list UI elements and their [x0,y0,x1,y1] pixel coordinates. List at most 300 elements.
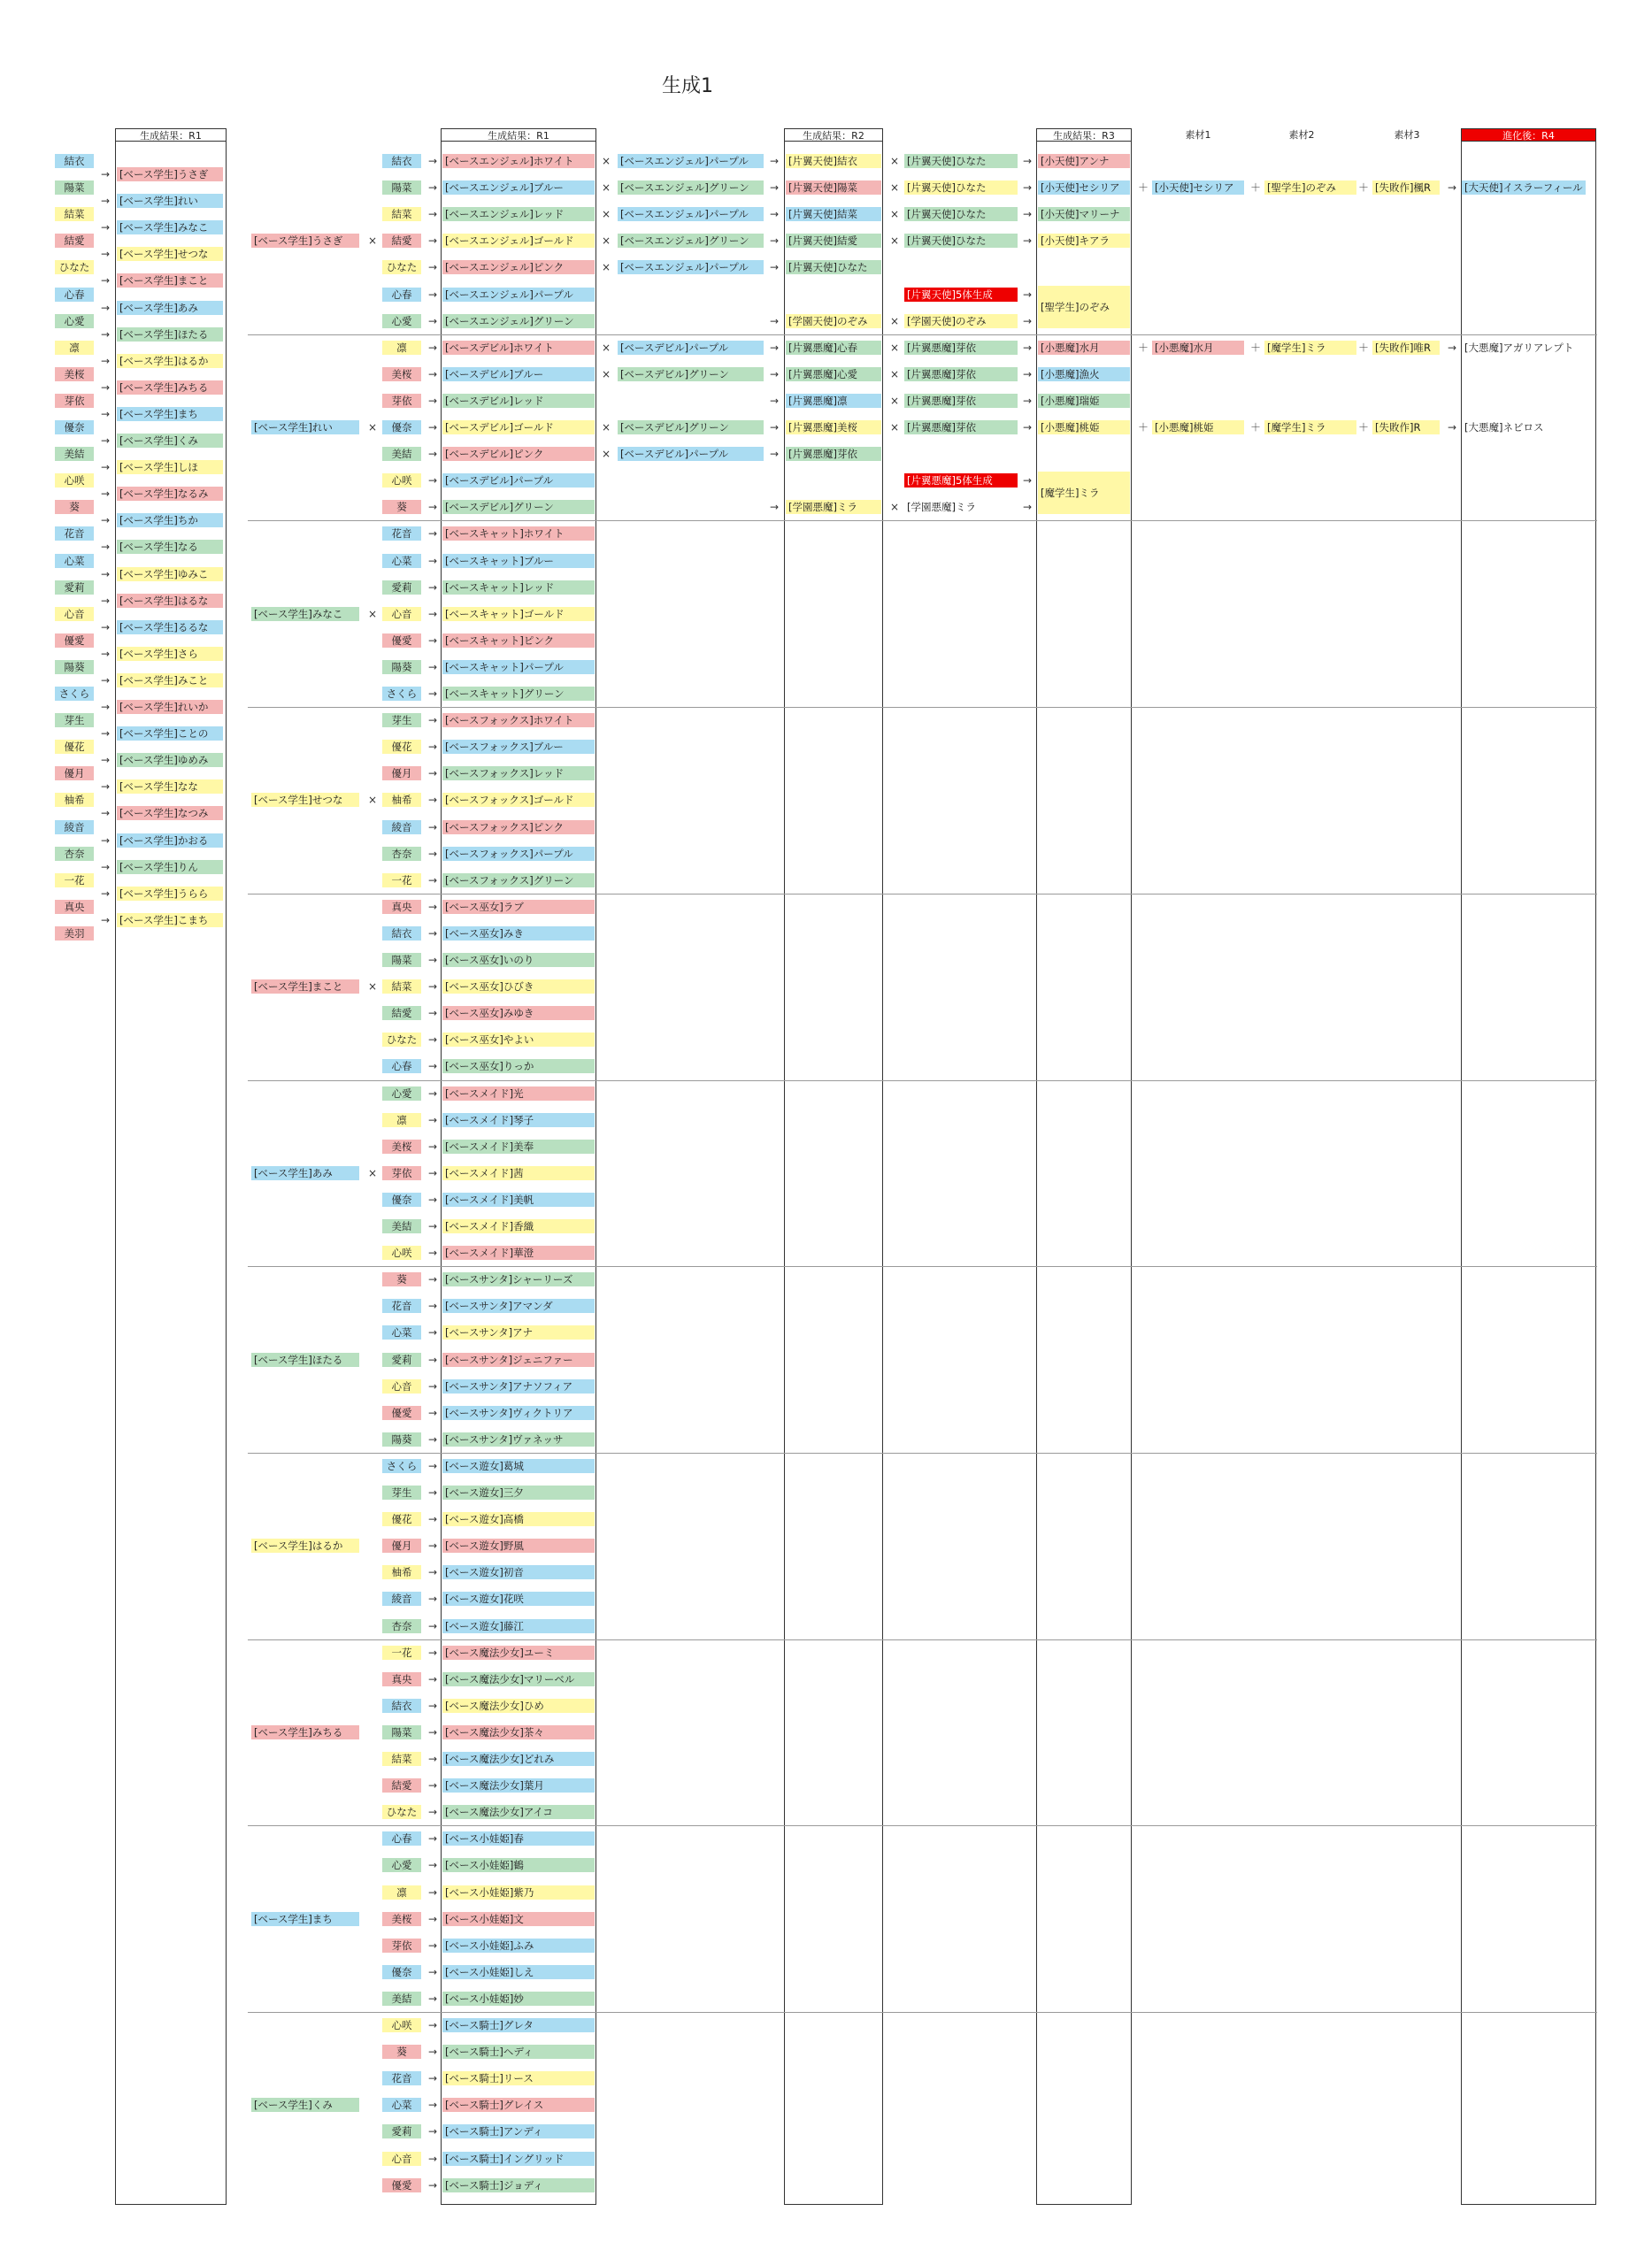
group-base-student: [ベース学生]れい [251,420,359,434]
left-list-name: 芽生 [55,713,94,727]
arrow-icon: → [427,714,438,727]
times-icon: × [601,421,611,434]
arrow-icon: → [427,2072,438,2085]
group-base-student: [ベース学生]まこと [251,979,359,994]
arrow-icon: → [769,501,780,514]
result-r2: [学園天使]のぞみ [786,314,881,328]
arrow-icon: → [100,594,111,607]
fusion-partner-r2: [学園天使]のぞみ [904,314,1018,328]
group-row-name: 愛莉 [382,2124,421,2138]
result-r1: [ベースメイド]美奉 [442,1140,595,1154]
result-column-r3 [1036,128,1132,2205]
result-r1: [ベースメイド]美帆 [442,1193,595,1207]
result-r1: [ベース魔法少女]ユーミ [442,1646,595,1660]
left-list-name: 心春 [55,288,94,302]
arrow-icon: → [427,1832,438,1846]
result-r1: [ベースサンタ]アマンダ [442,1299,595,1313]
arrow-icon: → [427,208,438,221]
group-row-name: 芽依 [382,394,421,408]
group-separator [248,707,1597,708]
left-list-name: 心音 [55,607,94,621]
arrow-icon: → [427,155,438,167]
group-row-name: 柚希 [382,1565,421,1579]
arrow-icon: → [100,887,111,900]
result-r1: [ベース騎士]イングリッド [442,2152,595,2166]
result-r2: [学園悪魔]ミラ [786,500,881,514]
arrow-icon: → [427,421,438,434]
arrow-icon: → [427,1140,438,1153]
arrow-icon: → [100,567,111,580]
arrow-icon: → [100,541,111,554]
arrow-icon: → [427,820,438,833]
arrow-icon: → [427,873,438,887]
result-r1: [ベースフォックス]グリーン [442,873,595,887]
arrow-icon: → [769,367,780,380]
arrow-icon: → [100,833,111,847]
arrow-icon: → [100,780,111,794]
material-1: [小悪魔]桃姫 [1152,420,1244,434]
group-row-name: 芽生 [382,713,421,727]
result-r1: [ベース小娃姫]ふみ [442,1939,595,1953]
times-icon: × [889,367,900,380]
left-list-result: [ベース学生]さら [117,647,223,661]
arrow-icon: → [1447,181,1457,195]
left-list-name: 杏奈 [55,847,94,861]
arrow-icon: → [427,580,438,594]
result-r1: [ベース遊女]花咲 [442,1592,595,1606]
arrow-icon: → [100,620,111,633]
group-row-name: ひなた [382,1805,421,1819]
group-separator [248,1080,1597,1081]
times-icon: × [601,155,611,167]
arrow-icon: → [427,2046,438,2059]
plus-icon: ＋ [1249,181,1261,195]
group-row-name: 美結 [382,1219,421,1233]
result-r1: [ベース遊女]野風 [442,1539,595,1553]
fusion-partner-r2: [片翼悪魔]芽依 [904,394,1018,408]
result-column-r1-left-header: 生成結果：R1 [115,128,227,142]
group-row-name: 結愛 [382,1006,421,1020]
result-r2: [片翼天使]結愛 [786,234,881,248]
group-row-name: 結衣 [382,1699,421,1713]
group-base-student: [ベース学生]みちる [251,1725,359,1739]
fusion-partner-r2: [学園悪魔]ミラ [907,501,976,514]
result-column-r2 [784,128,883,2205]
group-row-name: 心愛 [382,1086,421,1101]
group-separator [248,1453,1597,1454]
result-r1: [ベース遊女]三夕 [442,1486,595,1500]
times-icon: × [367,234,378,248]
group-row-name: 心咲 [382,473,421,488]
result-r2: [片翼天使]陽菜 [786,180,881,195]
result-r1: [ベース魔法少女]茶々 [442,1725,595,1739]
arrow-icon: → [769,448,780,461]
result-r1: [ベースデビル]ピンク [442,447,595,461]
group-base-student: [ベース学生]くみ [251,2098,359,2112]
fusion-partner: [ベースエンジェル]グリーン [618,180,764,195]
arrow-icon: → [427,1379,438,1393]
arrow-icon: → [427,314,438,327]
arrow-icon: → [100,647,111,660]
result-r1: [ベース騎士]グレイス [442,2098,595,2112]
group-row-name: 杏奈 [382,1619,421,1633]
result-r2: [片翼悪魔]美桜 [786,420,881,434]
arrow-icon: → [427,2019,438,2031]
left-list-name: 綾音 [55,820,94,834]
generate-5-alert: [片翼天使]5体生成 [904,288,1018,302]
arrow-icon: → [427,926,438,940]
group-row-name: 心菜 [382,1325,421,1340]
arrow-icon: → [100,514,111,527]
group-row-name: 結菜 [382,1752,421,1766]
group-row-name: 結菜 [382,979,421,994]
left-list-name: 優奈 [55,420,94,434]
arrow-icon: → [427,954,438,966]
result-r1: [ベースデビル]ブルー [442,367,595,381]
result-r1: [ベースサンタ]ジェニファー [442,1353,595,1367]
left-list-result: [ベース学生]うさぎ [117,167,223,181]
result-r1: [ベースデビル]パープル [442,473,595,488]
group-row-name: 優奈 [382,420,421,434]
plus-icon: ＋ [1137,341,1149,354]
group-row-name: 美桜 [382,367,421,381]
result-r3: [小天使]アンナ [1038,154,1130,168]
result-r1: [ベースキャット]ゴールド [442,607,595,621]
left-list-name: 結愛 [55,234,94,248]
arrow-icon: → [427,1432,438,1446]
group-row-name: 花音 [382,2071,421,2085]
arrow-icon: → [427,1193,438,1206]
arrow-icon: → [427,1806,438,1819]
left-list-name: 陽葵 [55,660,94,674]
result-column-r4-header: 進化後：R4 [1461,128,1596,142]
result-r3: [小天使]キアラ [1038,234,1130,248]
material-2: [魔学生]ミラ [1264,420,1356,434]
group-row-name: 優月 [382,1539,421,1553]
times-icon: × [889,208,900,221]
arrow-icon: → [1447,341,1457,354]
arrow-icon: → [427,900,438,913]
times-icon: × [889,501,900,514]
arrow-icon: → [427,2178,438,2192]
group-row-name: 結衣 [382,926,421,941]
arrow-icon: → [427,234,438,248]
result-r4: [大悪魔]アガリアレプト [1464,341,1574,354]
left-list-name: 美結 [55,447,94,461]
left-list-name: 花音 [55,526,94,541]
left-list-result: [ベース学生]ちか [117,513,223,527]
group-row-name: 美桜 [382,1140,421,1154]
plus-icon: ＋ [1357,181,1369,195]
material-3: [失敗作]楓R [1372,180,1440,195]
group-row-name: 陽菜 [382,180,421,195]
arrow-icon: → [427,527,438,541]
arrow-icon: → [427,1113,438,1126]
result-r1: [ベース魔法少女]ひめ [442,1699,595,1713]
arrow-icon: → [427,1753,438,1765]
left-list-result: [ベース学生]るるな [117,620,223,634]
result-r1: [ベースデビル]ホワイト [442,341,595,355]
arrow-icon: → [100,488,111,501]
group-row-name: 結菜 [382,207,421,221]
arrow-icon: → [100,274,111,288]
group-row-name: 陽菜 [382,1725,421,1739]
arrow-icon: → [1022,181,1033,195]
arrow-icon: → [769,421,780,434]
arrow-icon: → [427,794,438,807]
left-list-result: [ベース学生]みちる [117,380,223,395]
left-list-name: ひなた [55,260,94,274]
arrow-icon: → [1022,501,1033,514]
page-title: 生成1 [662,75,713,97]
result-r1: [ベースキャット]ピンク [442,633,595,648]
left-list-result: [ベース学生]れい [117,194,223,208]
group-row-name: 心音 [382,607,421,621]
left-list-name: 優愛 [55,633,94,648]
group-row-name: 真央 [382,900,421,914]
left-list-name: 愛莉 [55,580,94,595]
left-list-result: [ベース学生]くみ [117,434,223,448]
arrow-icon: → [427,288,438,301]
group-row-name: 陽菜 [382,953,421,967]
group-row-name: 心愛 [382,1858,421,1872]
group-base-student: [ベース学生]せつな [251,793,359,807]
result-r1: [ベース巫女]りっか [442,1059,595,1073]
group-row-name: 心菜 [382,2098,421,2112]
result-column-r4 [1461,128,1596,2205]
result-r2: [片翼天使]ひなた [786,260,881,274]
result-r1: [ベース遊女]葛城 [442,1459,595,1473]
group-row-name: 一花 [382,1646,421,1660]
arrow-icon: → [1022,314,1033,327]
group-row-name: 心咲 [382,1246,421,1260]
result-r2: [片翼悪魔]凛 [786,394,881,408]
left-list-result: [ベース学生]りん [117,860,223,874]
result-r1: [ベースサンタ]シャーリーズ [442,1272,595,1286]
left-list-name: 心咲 [55,473,94,488]
plus-icon: ＋ [1357,341,1369,354]
arrow-icon: → [427,341,438,354]
arrow-icon: → [769,181,780,195]
times-icon: × [601,261,611,274]
plus-icon: ＋ [1357,421,1369,434]
times-icon: × [601,181,611,195]
result-r1: [ベースフォックス]ホワイト [442,713,595,727]
group-base-student: [ベース学生]まち [251,1912,359,1926]
left-list-name: 優月 [55,766,94,780]
arrow-icon: → [100,248,111,261]
left-list-name: 凛 [55,341,94,355]
group-row-name: 結愛 [382,234,421,248]
group-separator [248,2012,1597,2013]
left-list-result: [ベース学生]なる [117,540,223,554]
arrow-icon: → [427,1273,438,1286]
result-r2: [片翼悪魔]心春 [786,341,881,355]
group-row-name: 優愛 [382,1406,421,1420]
result-r1: [ベース巫女]ひびき [442,979,595,994]
left-list-name: 心菜 [55,554,94,568]
result-r1: [ベース魔法少女]マリーベル [442,1672,595,1686]
result-r1: [ベースキャット]パープル [442,660,595,674]
group-row-name: 綾音 [382,820,421,834]
material-1: [小天使]セシリア [1152,180,1244,195]
arrow-icon: → [427,1247,438,1260]
group-base-student: [ベース学生]はるか [251,1539,359,1553]
result-r1: [ベースエンジェル]ブルー [442,180,595,195]
left-list-name: 芽依 [55,394,94,408]
left-list-result: [ベース学生]まこと [117,273,223,288]
arrow-icon: → [100,301,111,314]
result-r1: [ベース遊女]藤江 [442,1619,595,1633]
times-icon: × [601,448,611,461]
arrow-icon: → [1022,288,1033,301]
left-list-name: 柚希 [55,793,94,807]
result-r1: [ベース小娃姫]紫乃 [442,1885,595,1900]
times-icon: × [601,208,611,221]
left-list-result: [ベース学生]ゆめみ [117,753,223,767]
result-r1: [ベースフォックス]レッド [442,766,595,780]
arrow-icon: → [100,807,111,820]
arrow-icon: → [427,501,438,514]
times-icon: × [889,234,900,248]
arrow-icon: → [427,980,438,994]
arrow-icon: → [427,1486,438,1499]
group-row-name: 芽生 [382,1486,421,1500]
group-row-name: 凛 [382,1885,421,1900]
fusion-partner-r2: [片翼天使]ひなた [904,207,1018,221]
left-list-result: [ベース学生]なつみ [117,806,223,820]
material-2: [聖学生]のぞみ [1264,180,1356,195]
times-icon: × [601,367,611,380]
arrow-icon: → [100,168,111,180]
group-row-name: 花音 [382,526,421,541]
result-r1: [ベースフォックス]パープル [442,847,595,861]
left-list-result: [ベース学生]ことの [117,726,223,741]
result-r1: [ベース小娃姫]しえ [442,1965,595,1979]
fusion-partner-r2: [片翼天使]ひなた [904,180,1018,195]
group-row-name: 葵 [382,2045,421,2059]
result-r1: [ベースメイド]茜 [442,1166,595,1180]
result-r1: [ベース騎士]ジョディ [442,2178,595,2192]
result-r1: [ベース巫女]みゆき [442,1006,595,1020]
arrow-icon: → [427,607,438,620]
arrow-icon: → [427,1086,438,1100]
group-row-name: 心音 [382,1379,421,1394]
left-list-result: [ベース学生]しほ [117,460,223,474]
plus-icon: ＋ [1137,181,1149,195]
left-list-result: [ベース学生]あみ [117,301,223,315]
fusion-partner: [ベースデビル]グリーン [618,420,764,434]
result-r1: [ベースキャット]レッド [442,580,595,595]
result-r1: [ベース巫女]やよい [442,1033,595,1047]
result-r1: [ベース騎士]アンディ [442,2124,595,2138]
result-r1: [ベースメイド]香織 [442,1219,595,1233]
arrow-icon: → [427,741,438,754]
plus-icon: ＋ [1249,341,1261,354]
arrow-icon: → [427,394,438,407]
result-r1: [ベースフォックス]ブルー [442,740,595,754]
group-separator [248,1825,1597,1826]
arrow-icon: → [427,847,438,860]
group-base-student: [ベース学生]ほたる [251,1353,359,1367]
group-row-name: 心菜 [382,554,421,568]
arrow-icon: → [427,1513,438,1526]
arrow-icon: → [427,181,438,195]
left-list-result: [ベース学生]はるな [117,594,223,608]
result-r3: [小悪魔]水月 [1038,341,1130,355]
left-list-result: [ベース学生]こまち [117,913,223,927]
left-list-result: [ベース学生]まち [117,407,223,421]
times-icon: × [889,155,900,167]
group-base-student: [ベース学生]うさぎ [251,234,359,248]
group-row-name: 優花 [382,740,421,754]
arrow-icon: → [427,1539,438,1553]
result-r3: [小悪魔]桃姫 [1038,420,1130,434]
arrow-icon: → [100,195,111,208]
fusion-partner: [ベースエンジェル]グリーン [618,234,764,248]
arrow-icon: → [427,1885,438,1899]
result-r1: [ベース魔法少女]葉月 [442,1778,595,1793]
result-r1: [ベースサンタ]ヴィクトリア [442,1406,595,1420]
left-list-name: 真央 [55,900,94,914]
times-icon: × [367,421,378,434]
arrow-icon: → [427,1326,438,1340]
fusion-partner: [ベースエンジェル]パープル [618,260,764,274]
arrow-icon: → [769,208,780,221]
group-row-name: 花音 [382,1299,421,1313]
result-r1: [ベース巫女]ラブ [442,900,595,914]
material-3: [失敗作]唯R [1372,341,1440,355]
group-row-name: 葵 [382,500,421,514]
arrow-icon: → [769,394,780,407]
group-row-name: 柚希 [382,793,421,807]
arrow-icon: → [427,1353,438,1366]
group-row-name: 凛 [382,341,421,355]
arrow-icon: → [769,234,780,248]
arrow-icon: → [100,434,111,447]
group-row-name: 心愛 [382,314,421,328]
arrow-icon: → [427,1166,438,1179]
arrow-icon: → [1022,155,1033,167]
group-row-name: 葵 [382,1272,421,1286]
result-r1: [ベースキャット]ブルー [442,554,595,568]
arrow-icon: → [100,354,111,367]
arrow-icon: → [427,1060,438,1073]
fusion-partner-r2: [片翼悪魔]芽依 [904,341,1018,355]
group-row-name: 綾音 [382,1592,421,1606]
result-r2: [片翼悪魔]芽依 [786,447,881,461]
arrow-icon: → [427,2099,438,2112]
result-r3: [小天使]マリーナ [1038,207,1130,221]
arrow-icon: → [427,554,438,567]
group-separator [248,334,1597,335]
group-row-name: 優奈 [382,1193,421,1207]
result-r1: [ベースキャット]ホワイト [442,526,595,541]
arrow-icon: → [100,860,111,873]
material-2: [魔学生]ミラ [1264,341,1356,355]
group-row-name: 美桜 [382,1912,421,1926]
arrow-icon: → [1022,394,1033,407]
group-row-name: 美結 [382,447,421,461]
left-list-name: 心愛 [55,314,94,328]
result-r1: [ベースメイド]琴子 [442,1113,595,1127]
group-row-name: 杏奈 [382,847,421,861]
arrow-icon: → [1447,421,1457,434]
arrow-icon: → [427,687,438,700]
arrow-icon: → [427,1859,438,1872]
arrow-icon: → [427,1406,438,1419]
arrow-icon: → [427,2125,438,2138]
